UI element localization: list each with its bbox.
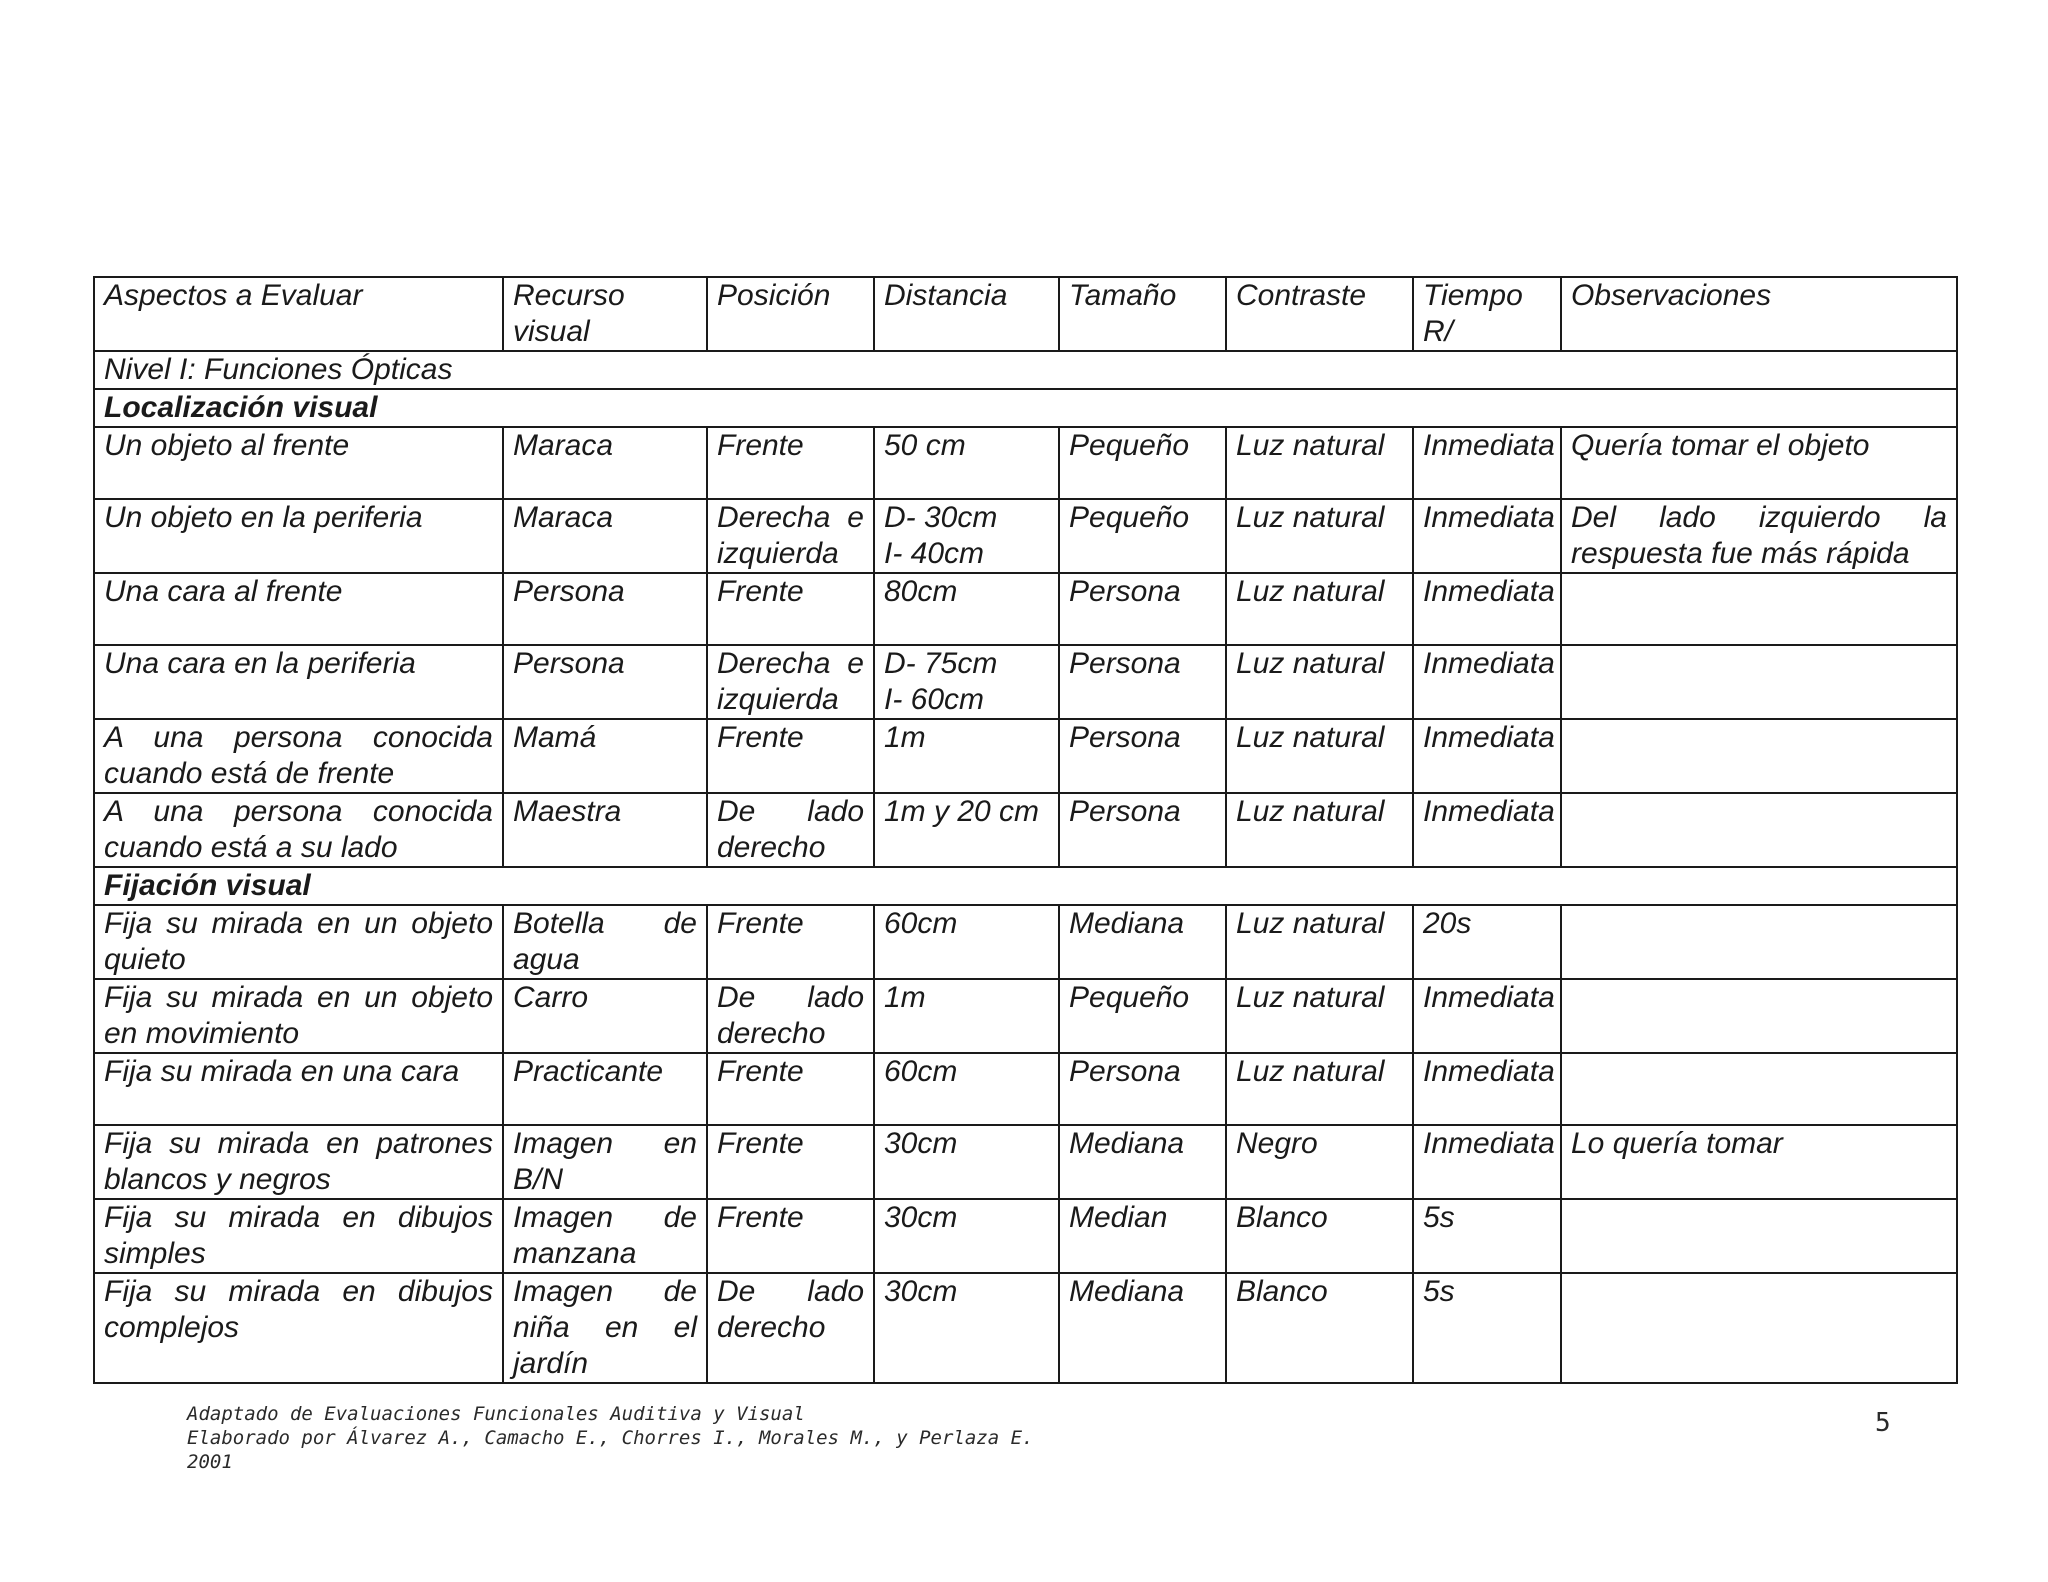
table-row xyxy=(94,573,1957,645)
table-cell: Luz natural xyxy=(1226,499,1413,573)
table-cell xyxy=(1561,573,1957,645)
table-cell: Inmediata xyxy=(1413,499,1561,573)
table-cell: Pequeño xyxy=(1059,427,1226,499)
table-cell: Inmediata xyxy=(1413,793,1561,867)
table-cell: Inmediata xyxy=(1413,645,1561,719)
table-cell: Maraca xyxy=(503,499,707,573)
table-cell: Negro xyxy=(1226,1125,1413,1199)
table-cell: Maestra xyxy=(503,793,707,867)
table-cell: Persona xyxy=(1059,645,1226,719)
table-cell: Persona xyxy=(1059,1053,1226,1125)
table-cell: Fija su mirada en dibujos simples xyxy=(94,1199,503,1273)
table-cell: Botella de agua xyxy=(503,905,707,979)
table-cell: Luz natural xyxy=(1226,427,1413,499)
footer-line: 2001 xyxy=(187,1451,233,1473)
table-cell: Fija su mirada en un objeto quieto xyxy=(94,905,503,979)
header-row xyxy=(94,277,1957,351)
table-cell: Blanco xyxy=(1226,1273,1413,1383)
table-cell: Mediana xyxy=(1059,1273,1226,1383)
evaluation-table xyxy=(93,276,1958,1384)
table-cell xyxy=(1561,793,1957,867)
table-cell: Practicante xyxy=(503,1053,707,1125)
table-cell: 1m y 20 cm xyxy=(874,793,1059,867)
header-cell: Posición xyxy=(707,277,874,351)
level-title: Nivel I: Funciones Ópticas xyxy=(94,351,1957,389)
table-cell: 20s xyxy=(1413,905,1561,979)
header-cell: Observaciones xyxy=(1561,277,1957,351)
table-cell: D- 75cm I- 60cm xyxy=(874,645,1059,719)
table-cell xyxy=(1561,1273,1957,1383)
table-cell: Carro xyxy=(503,979,707,1053)
table-cell: De lado derecho xyxy=(707,793,874,867)
table-cell xyxy=(1561,979,1957,1053)
table-row xyxy=(94,1125,1957,1199)
table-cell: Luz natural xyxy=(1226,905,1413,979)
table-cell: Luz natural xyxy=(1226,719,1413,793)
table-cell: Una cara en la periferia xyxy=(94,645,503,719)
table-cell: Mediana xyxy=(1059,905,1226,979)
table-cell: Frente xyxy=(707,1199,874,1273)
table-cell: Luz natural xyxy=(1226,793,1413,867)
section-row xyxy=(94,389,1957,427)
table-cell: Persona xyxy=(1059,793,1226,867)
table-cell: Pequeño xyxy=(1059,499,1226,573)
table-cell: Mamá xyxy=(503,719,707,793)
table-cell: Del lado izquierdo la respuesta fue más rápida xyxy=(1561,499,1957,573)
table-cell: Persona xyxy=(1059,719,1226,793)
table-row xyxy=(94,645,1957,719)
table-cell: Pequeño xyxy=(1059,979,1226,1053)
header-cell: Recurso visual xyxy=(503,277,707,351)
table-cell: Persona xyxy=(1059,573,1226,645)
table-cell: 5s xyxy=(1413,1199,1561,1273)
header-cell: Tamaño xyxy=(1059,277,1226,351)
table-cell: Inmediata xyxy=(1413,1125,1561,1199)
table-row xyxy=(94,1199,1957,1273)
table-cell: 80cm xyxy=(874,573,1059,645)
table-row xyxy=(94,905,1957,979)
table-cell: Inmediata xyxy=(1413,719,1561,793)
table-cell: Frente xyxy=(707,1053,874,1125)
table-cell: A una persona conocida cuando está de frente xyxy=(94,719,503,793)
footer-line: Elaborado por Álvarez A., Camacho E., Chorres I., Morales M., y Perlaza E. xyxy=(187,1427,1034,1449)
table-cell: Persona xyxy=(503,645,707,719)
table-cell: Imagen de manzana xyxy=(503,1199,707,1273)
table-cell: Mediana xyxy=(1059,1125,1226,1199)
header-cell: Aspectos a Evaluar xyxy=(94,277,503,351)
page-footer xyxy=(187,1402,1033,1474)
table-cell: Lo quería tomar xyxy=(1561,1125,1957,1199)
table-cell xyxy=(1561,645,1957,719)
table-cell: A una persona conocida cuando está a su lado xyxy=(94,793,503,867)
table-cell: Frente xyxy=(707,573,874,645)
table-body xyxy=(94,277,1957,1383)
table-row xyxy=(94,979,1957,1053)
table-cell: Quería tomar el objeto xyxy=(1561,427,1957,499)
table-cell: Inmediata xyxy=(1413,979,1561,1053)
table-cell: Luz natural xyxy=(1226,645,1413,719)
table-cell: Frente xyxy=(707,427,874,499)
table-cell: Blanco xyxy=(1226,1199,1413,1273)
table-cell: Fija su mirada en patrones blancos y negros xyxy=(94,1125,503,1199)
table-cell: Fija su mirada en una cara xyxy=(94,1053,503,1125)
table-cell: 5s xyxy=(1413,1273,1561,1383)
table-cell: Un objeto al frente xyxy=(94,427,503,499)
level-row xyxy=(94,351,1957,389)
page-number: 5 xyxy=(1875,1408,1891,1438)
header-cell: Contraste xyxy=(1226,277,1413,351)
section-title: Localización visual xyxy=(94,389,1957,427)
table-cell xyxy=(1561,1053,1957,1125)
table-cell: Inmediata xyxy=(1413,573,1561,645)
table-cell: Derecha e izquierda xyxy=(707,645,874,719)
table-cell: Inmediata xyxy=(1413,427,1561,499)
table-row xyxy=(94,1053,1957,1125)
table-cell: Median xyxy=(1059,1199,1226,1273)
footer-line: Adaptado de Evaluaciones Funcionales Auditiva y Visual xyxy=(187,1403,805,1425)
table-cell: 1m xyxy=(874,979,1059,1053)
table-cell: De lado derecho xyxy=(707,1273,874,1383)
table-cell: Luz natural xyxy=(1226,979,1413,1053)
table-cell: 60cm xyxy=(874,1053,1059,1125)
table-cell: 60cm xyxy=(874,905,1059,979)
table-cell: Frente xyxy=(707,1125,874,1199)
table-cell: Maraca xyxy=(503,427,707,499)
table-cell xyxy=(1561,905,1957,979)
table-cell: Persona xyxy=(503,573,707,645)
table-row xyxy=(94,793,1957,867)
table-cell: Inmediata xyxy=(1413,1053,1561,1125)
table-cell: 30cm xyxy=(874,1273,1059,1383)
table-row xyxy=(94,719,1957,793)
table-cell: Fija su mirada en un objeto en movimiento xyxy=(94,979,503,1053)
table-cell: D- 30cm I- 40cm xyxy=(874,499,1059,573)
header-cell: Tiempo R/ xyxy=(1413,277,1561,351)
table-cell xyxy=(1561,719,1957,793)
table-row xyxy=(94,1273,1957,1383)
table-cell: 30cm xyxy=(874,1125,1059,1199)
table-cell: Luz natural xyxy=(1226,1053,1413,1125)
table-cell: Frente xyxy=(707,905,874,979)
table-cell: Imagen de niña en el jardín xyxy=(503,1273,707,1383)
section-row xyxy=(94,867,1957,905)
table-cell: Luz natural xyxy=(1226,573,1413,645)
table-cell: De lado derecho xyxy=(707,979,874,1053)
table-cell: Un objeto en la periferia xyxy=(94,499,503,573)
table-cell: Derecha e izquierda xyxy=(707,499,874,573)
table-cell: Frente xyxy=(707,719,874,793)
table-cell: 30cm xyxy=(874,1199,1059,1273)
table-cell: Una cara al frente xyxy=(94,573,503,645)
section-title: Fijación visual xyxy=(94,867,1957,905)
table-cell: Fija su mirada en dibujos complejos xyxy=(94,1273,503,1383)
table-cell: 50 cm xyxy=(874,427,1059,499)
table-cell xyxy=(1561,1199,1957,1273)
table-row xyxy=(94,427,1957,499)
table-cell: Imagen en B/N xyxy=(503,1125,707,1199)
table-cell: 1m xyxy=(874,719,1059,793)
header-cell: Distancia xyxy=(874,277,1059,351)
table-row xyxy=(94,499,1957,573)
